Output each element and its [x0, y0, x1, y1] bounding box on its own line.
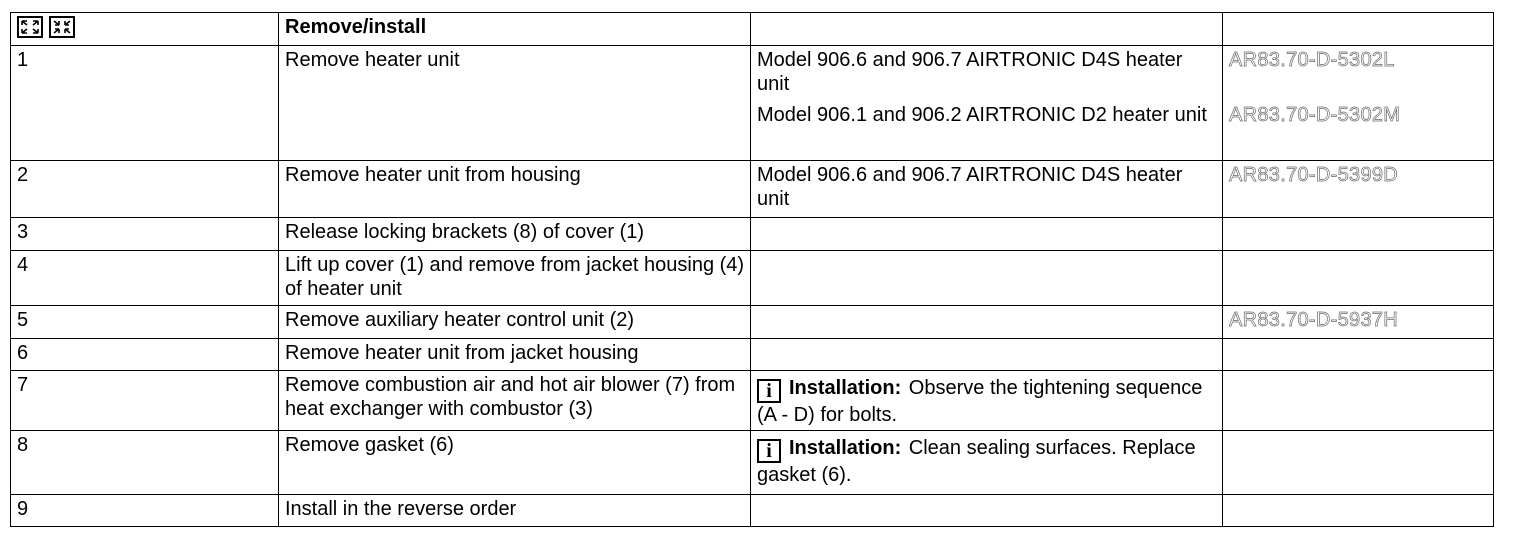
header-empty-cell: [1223, 13, 1494, 46]
step-refs: [1223, 251, 1494, 306]
step-action: Remove heater unit: [279, 46, 751, 161]
step-number: 6: [11, 339, 279, 371]
step-row: [11, 306, 1494, 339]
step-row: [11, 161, 1494, 218]
header-title: Remove/install: [279, 13, 751, 46]
step-action: Lift up cover (1) and remove from jacket housing (4) of heater unit: [279, 251, 751, 306]
step-action: Install in the reverse order: [279, 495, 751, 527]
info-icon: i: [757, 379, 781, 403]
step-refs: [1223, 306, 1494, 339]
step-refs: [1223, 218, 1494, 251]
installation-note: [757, 433, 1217, 487]
step-note: Model 906.6 and 906.7 AIRTRONIC D4S heater unit: [757, 49, 1183, 95]
step-number: 5: [11, 306, 279, 339]
step-refs: [1223, 339, 1494, 371]
step-number: 1: [11, 46, 279, 161]
step-refs: [1223, 371, 1494, 431]
step-notes: [751, 371, 1223, 431]
step-action: Remove heater unit from jacket housing: [279, 339, 751, 371]
step-notes: [751, 251, 1223, 306]
step-action: Remove combustion air and hot air blower (7) from heat exchanger with combustor (3): [279, 371, 751, 431]
step-notes: [751, 218, 1223, 251]
step-row: [11, 251, 1494, 306]
installation-text: Clean sealing surfaces. Replace gasket (6).: [757, 437, 1196, 486]
step-number: 8: [11, 431, 279, 495]
procedure-table: [10, 12, 1494, 527]
header-empty-cell: [751, 13, 1223, 46]
step-action: Remove auxiliary heater control unit (2): [279, 306, 751, 339]
expand-arrows-icon[interactable]: [17, 16, 43, 38]
step-note: Model 906.6 and 906.7 AIRTRONIC D4S heater unit: [757, 164, 1183, 210]
step-notes: [751, 495, 1223, 527]
step-number: 3: [11, 218, 279, 251]
step-action: Remove heater unit from housing: [279, 161, 751, 218]
doc-reference-link[interactable]: AR83.70-D-5937H: [1229, 309, 1399, 331]
collapse-arrows-icon[interactable]: [49, 16, 75, 38]
step-action: Release locking brackets (8) of cover (1): [279, 218, 751, 251]
step-notes: [751, 339, 1223, 371]
step-notes: [751, 161, 1223, 218]
step-number: 2: [11, 161, 279, 218]
step-refs: [1223, 46, 1494, 161]
header-icons-cell: [11, 13, 279, 46]
step-row: [11, 46, 1494, 161]
doc-reference-link[interactable]: AR83.70-D-5399D: [1229, 164, 1399, 186]
step-notes: [751, 431, 1223, 495]
installation-label: Installation:: [789, 437, 902, 459]
info-icon: i: [757, 439, 781, 463]
step-row: [11, 339, 1494, 371]
installation-text: Observe the tightening sequence (A - D) for bolts.: [757, 377, 1203, 426]
installation-note: [757, 373, 1217, 427]
step-number: 4: [11, 251, 279, 306]
step-action: Remove gasket (6): [279, 431, 751, 495]
step-notes: [751, 46, 1223, 161]
step-refs: [1223, 495, 1494, 527]
installation-label: Installation:: [789, 377, 902, 399]
doc-reference-link[interactable]: AR83.70-D-5302M: [1229, 104, 1401, 126]
doc-reference-link[interactable]: AR83.70-D-5302L: [1229, 49, 1395, 71]
step-row: [11, 495, 1494, 527]
step-row: [11, 218, 1494, 251]
step-number: 9: [11, 495, 279, 527]
header-row: [11, 13, 1494, 46]
step-refs: [1223, 431, 1494, 495]
step-row: [11, 431, 1494, 495]
step-number: 7: [11, 371, 279, 431]
step-row: [11, 371, 1494, 431]
step-notes: [751, 306, 1223, 339]
step-refs: [1223, 161, 1494, 218]
step-note: Model 906.1 and 906.2 AIRTRONIC D2 heater unit: [757, 104, 1207, 126]
